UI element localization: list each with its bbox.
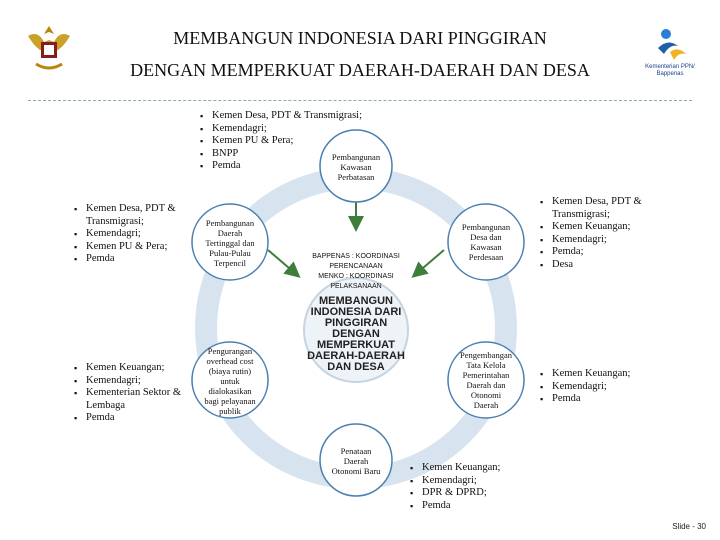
arrow-upper-left [268,250,296,274]
list-item: ▪ DPR & DPRD; [410,487,550,500]
list-item: ▪ Kemen PU & Pera; [200,135,410,148]
list-item: ▪ Kemen Keuangan; [540,221,664,234]
arrow-upper-right [416,250,444,274]
list-item: ▪ Kemendagri; [200,123,410,136]
list-item: ▪ Pemda [200,160,410,173]
title-line-2: DENGAN MEMPERKUAT DAERAH-DAERAH DAN DESA [130,60,590,80]
title-line-1: MEMBANGUN INDONESIA DARI PINGGIRAN [173,28,547,48]
list-item: ▪ Pemda; [540,246,664,259]
list-item: ▪ Kemen PU & Pera; [74,241,186,254]
list-top [200,110,410,173]
slide-number: Slide - 30 [672,522,706,531]
bappenas-logo-text: Kementerian PPN/ Bappenas [645,64,695,77]
list-item: ▪ BNPP [200,148,410,161]
list-item: ▪ Kemen Keuangan; [540,368,680,381]
list-item: ▪ Pemda [540,393,680,406]
node-upper-left-text: Pembangunan Daerah Tertinggal dan Pulau-Pulau Terpencil [205,218,255,268]
list-item: ▪ Kemen Desa, PDT & Transmigrasi; [200,110,410,123]
hub-coordination-text: BAPPENAS : KOORDINASI PERENCANAAN MENKO : KOORDINASI PELAKSANAAN [312,253,400,290]
list-bottom [410,462,550,512]
list-item: ▪ Pemda [74,253,186,266]
list-upper-right [540,196,664,271]
list-item: ▪ Kemen Keuangan; [410,462,550,475]
list-lower-left [74,362,186,425]
list-lower-right [540,368,680,406]
node-bottom-text: Penataan Daerah Otonomi Baru [331,446,381,476]
node-lower-left-text: Pengurangan overhead cost (biaya rutin) untuk dialokasikan bagi pelayanan publik [204,346,256,416]
list-item: ▪ Kemen Keuangan; [74,362,186,375]
list-item: ▪ Kemendagri; [74,375,186,388]
list-item: ▪ Kemendagri; [540,234,664,247]
list-item: ▪ Pemda [410,500,550,513]
center-text: MEMBANGUN INDONESIA DARI PINGGIRAN DENGAN MEMPERKUAT DAERAH-DAERAH DAN DESA [307,295,405,373]
list-item: ▪ Kemendagri; [410,475,550,488]
list-item: ▪ Pemda [74,412,186,425]
list-item: ▪ Kemendagri; [540,381,680,394]
list-item: ▪ Kemen Desa, PDT & Transmigrasi; [540,196,664,221]
list-item: ▪ Kemendagri; [74,228,186,241]
list-upper-left [74,203,186,266]
list-item: ▪ Desa [540,259,664,272]
node-top-text: Pembangunan Kawasan Perbatasan [331,152,381,182]
list-item: ▪ Kementerian Sektor & Lembaga [74,387,186,412]
node-lower-right-text: Pengembangan Tata Kelola Pemerintahan Daerah dan Otonomi Daerah [460,350,512,410]
list-item: ▪ Kemen Desa, PDT & Transmigrasi; [74,203,186,228]
node-upper-right-text: Pembangunan Desa dan Kawasan Perdesaan [461,222,511,262]
